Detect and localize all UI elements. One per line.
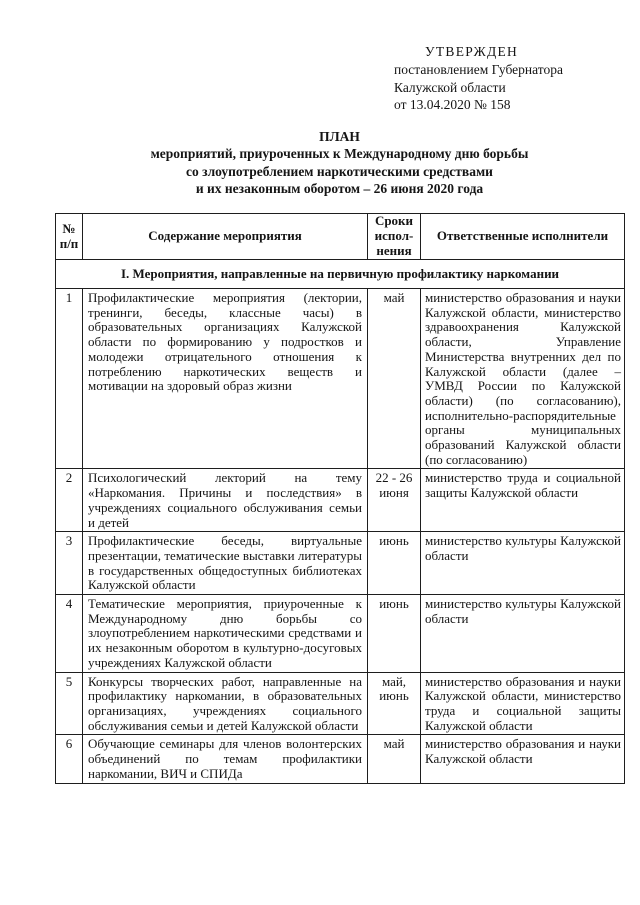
row-number: 2 (56, 469, 83, 532)
document-subtitle-line: мероприятий, приуроченных к Международному дню борьбы (150, 146, 529, 162)
approval-label: УТВЕРЖДЕН (425, 44, 519, 59)
approval-region-line: Калужской области (394, 79, 506, 95)
row-responsible: министерство образования и науки Калужской области (421, 735, 625, 783)
section-row (56, 260, 625, 289)
row-number: 4 (56, 595, 83, 673)
row-number: 3 (56, 532, 83, 595)
row-deadline: 22 - 26 июня (368, 469, 421, 532)
row-responsible: министерство труда и социальной защиты Калужской области (421, 469, 625, 532)
row-responsible: министерство образования и науки Калужской области, министерство здравоохранения Калужской области, Управление Министерства внутренних дел по Калужской области (далее – УМВД России по Калужской области) (по согласованию), исполнительно-распорядительные органы муниципальных образований Калужской области (по согласованию) (421, 289, 625, 469)
row-content: Профилактические мероприятия (лектории, тренинги, беседы, классные часы) в образовательных организациях Калужской области по формированию у подростков и молодежи отрицательного отношения к потреблению наркотических веществ и мотивации на здоровый образ жизни (83, 289, 368, 469)
row-deadline: май, июнь (368, 672, 421, 735)
section-title: I. Мероприятия, направленные на первичную профилактику наркомании (56, 260, 625, 289)
table-row (56, 532, 625, 595)
table-row (56, 735, 625, 783)
header-number: № п/п (56, 214, 83, 260)
document-title: ПЛАН (319, 129, 360, 144)
table-row (56, 469, 625, 532)
document-title-block (55, 128, 624, 197)
row-content: Конкурсы творческих работ, направленные на профилактику наркомании, в образовательных организациях, учреждениях социального обслуживания семьи и детей Калужской области (83, 672, 368, 735)
table-header (56, 214, 625, 260)
approval-decree-line: постановлением Губернатора (394, 61, 563, 77)
header-responsible: Ответственные исполнители (421, 214, 625, 260)
table-row (56, 595, 625, 673)
approval-date-line: от 13.04.2020 № 158 (394, 97, 511, 113)
row-responsible: министерство образования и науки Калужской области, министерство труда и социальной защиты Калужской области (421, 672, 625, 735)
row-number: 1 (56, 289, 83, 469)
table-header-row (56, 214, 625, 260)
row-responsible: министерство культуры Калужской области (421, 532, 625, 595)
row-content: Тематические мероприятия, приуроченные к Международному дню борьбы со злоупотреблением наркотическими средствами и их незаконным оборотом в культурно-досуговых учреждениях Калужской области (83, 595, 368, 673)
row-responsible: министерство культуры Калужской области (421, 595, 625, 673)
row-content: Профилактические беседы, виртуальные презентации, тематические выставки литературы в государственных общедоступных библиотеках Калужской области (83, 532, 368, 595)
row-deadline: май (368, 289, 421, 469)
header-content: Содержание мероприятия (83, 214, 368, 260)
row-deadline: июнь (368, 595, 421, 673)
plan-table (55, 213, 625, 784)
table-body (56, 260, 625, 784)
row-number: 5 (56, 672, 83, 735)
table-row (56, 289, 625, 469)
row-deadline: июнь (368, 532, 421, 595)
row-content: Обучающие семинары для членов волонтерских объединений по темам профилактики наркомании, ВИЧ и СПИДа (83, 735, 368, 783)
table-row (56, 672, 625, 735)
row-content: Психологический лекторий на тему «Наркомания. Причины и последствия» в учреждениях социального обслуживания семьи и детей (83, 469, 368, 532)
row-number: 6 (56, 735, 83, 783)
approval-block (394, 43, 563, 114)
row-deadline: май (368, 735, 421, 783)
header-deadline: Сроки испол-нения (368, 214, 421, 260)
document-subtitle-line: и их незаконным оборотом – 26 июня 2020 года (195, 180, 484, 196)
document-subtitle-line: со злоупотреблением наркотическими средствами (186, 163, 493, 179)
